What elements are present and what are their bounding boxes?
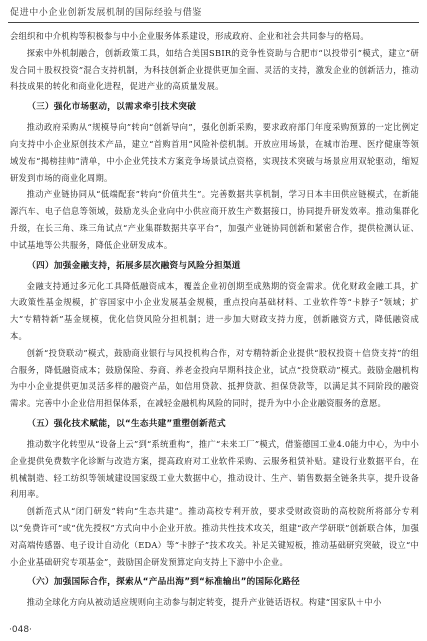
paragraph: 创新“投贷联动”模式，鼓励商业银行与风投机构合作，对专精特新企业提供“股权投资＋信贷支持”的组合服务，降低融资成本；鼓励保险、券商、养老金投向早期科技企业，试点“投贷联动”模式。鼓励金融机构为中小企业提供更加灵活多样的融资产品，如信用贷款、抵押贷款、担保贷款等，以满足其不同阶段的融资需求。完善中小企业信用担保体系，在减轻金融机构风险的同时，提升为中小企业融资服务的意愿。 bbox=[10, 347, 419, 409]
paragraph: 推动全球化方向从被动适应规则向主动参与制定转变，提升产业链话语权。构建“国家队＋中小 bbox=[26, 597, 382, 608]
paragraph-continued: 会组织和中介机构等积极参与中小企业服务体系建设，形成政府、企业和社会共同参与的格局。 bbox=[10, 31, 369, 41]
page-body bbox=[10, 28, 419, 611]
section-heading-6: （六）加强国际合作，探索从“产品出海”到“标准输出”的国际化路径 bbox=[27, 577, 301, 588]
paragraph: 推动政府采购从“规模导向”转向“创新导向”，强化创新采购，要求政府部门年度采购预算的一定比例定向支持中小企业原创技术产品，建立“首购首用”风险补偿机制。开放应用场景，在城市治理、医疗健康等领域发布“揭榜挂帅”清单，中小企业凭技术方案竞争场景试点资格，实现技术突破与场景应用双轮驱动，缩短研发到市场的商业化周期。 bbox=[10, 122, 419, 183]
section-heading-3: （三）强化市场驱动，以需求牵引技术突破 bbox=[27, 102, 197, 113]
section-heading-4: （四）加强金融支持，拓展多层次融资与风险分担渠道 bbox=[27, 260, 241, 271]
paragraph: 推动数字化转型从“设备上云”到“系统重构”，推广“未来工厂”模式，借鉴德国工业4.0能力中心，为中小企业提供免费数字化诊断与改造方案，提高政府对工业软件采购、云服务租赁补贴。建设行业数据平台，在机械制造、轻工纺织等领域建设国家级工业大数据中心，推动设计、生产、销售数据全链条共享，提升设备利用率。 bbox=[10, 438, 419, 500]
paragraph: 创新范式从“闭门研发”转向“生态共建”。推动高校专利开放，要求受财政资助的高校院所将部分专利以“免费许可”或“优先授权”方式向中小企业开放。推动共性技术攻关，组建“政产学研联”创新联合体，加强对高端传感器、电子设计自动化（EDA）等“卡脖子”技术攻关。补足关键短板，推动基础研究突破，设立“中小企业基础研究专项基金”，鼓励国企研发预算定向支持上下游中小企业。 bbox=[10, 506, 419, 567]
running-header: 促进中小企业创新发展机制的国际经验与借鉴 bbox=[10, 8, 203, 18]
paragraph: 金融支持通过多元化工具降低融资成本，覆盖企业初创期至成熟期的资金需求。优化财政金融工具，扩大政策性基金规模，扩容国家中小企业发展基金规模，重点投向基础材料、工业软件等“卡脖子”领域；扩大“专精特新”基金规模，优化信贷风险分担机制；进一步加大财政支持力度，创新融资方式，降低融资成本。 bbox=[10, 280, 419, 341]
page-number: ·048· bbox=[9, 625, 32, 635]
section-heading-5: （五）强化技术赋能，以“生态共建”重塑创新范式 bbox=[27, 418, 226, 429]
paragraph: 推动产业链协同从“低端配套”转向“价值共生”。完善数据共享机制，学习日本丰田供应链模式，在新能源汽车、电子信息等领域，鼓励龙头企业向中小供应商开放生产数据接口，协同提升研发效率。推动集群化升级，在长三角、珠三角试点“产业集群数据共享平台”，加强产业链协同创新和紧密合作，提供检测认证、中试基地等公共服务，降低企业研发成本。 bbox=[10, 189, 419, 250]
paragraph: 探索中外机制融合，创新政策工具，如结合美国SBIR的竞争性资助与合肥市“以投带引”模式，建立“研发合同＋股权投资”混合支持机制，为科技创新企业提供更加全面、灵活的支持，激发企业的创新活力，推动科技成果的转化和商业化进程，促进产业的高质量发展。 bbox=[10, 47, 419, 92]
header-rule bbox=[8, 22, 419, 23]
